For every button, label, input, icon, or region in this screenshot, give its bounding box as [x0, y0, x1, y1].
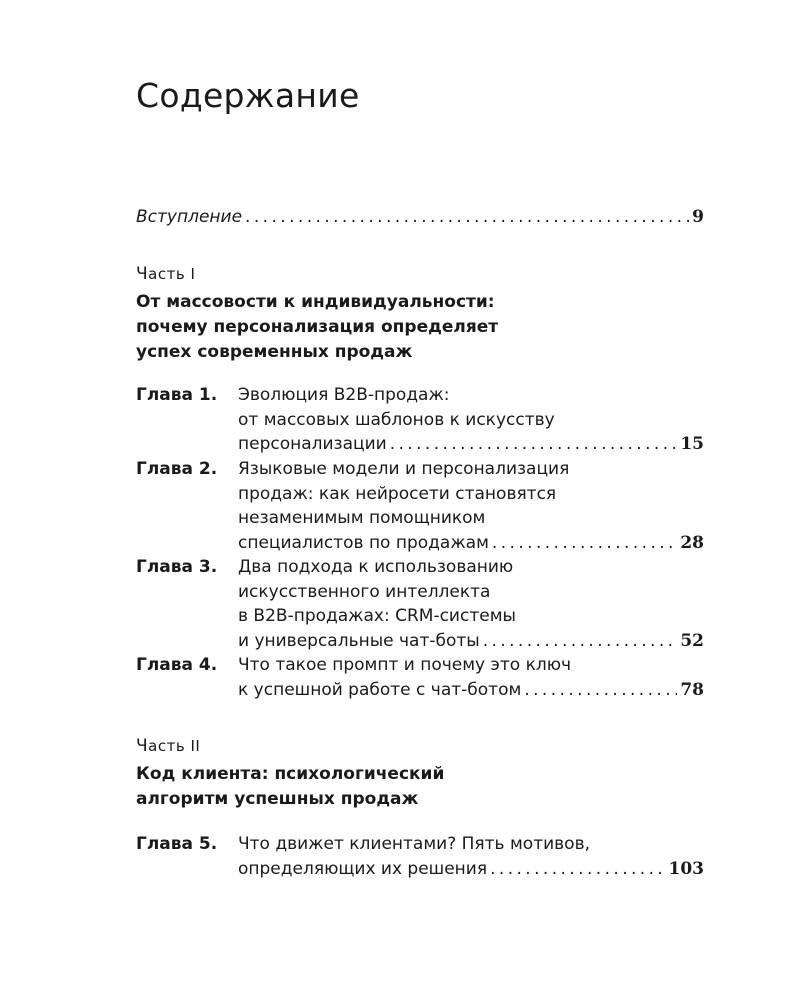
chapter-title-line: незаменимым помощником	[238, 508, 486, 528]
page-number: 28	[680, 532, 704, 553]
toc-page	[136, 0, 704, 1000]
chapter-title-line: в B2B-продажах: CRM-системы	[238, 606, 516, 626]
chapter-title-line: к успешной работе с чат-ботом	[238, 679, 522, 700]
chapter-label: Глава 5.	[136, 834, 218, 854]
dot-leader	[490, 857, 665, 882]
part-label-rest: асть I	[148, 265, 196, 283]
part-label-2	[136, 736, 200, 756]
part-title-line: От массовости к индивидуальности:	[136, 292, 495, 312]
page-number: 78	[680, 679, 704, 700]
chapter-title-line: Языковые модели и персонализация	[238, 459, 570, 479]
part-label-rest: асть II	[148, 737, 201, 755]
part-label-cap: Ч	[136, 736, 149, 756]
part-title-2	[136, 762, 704, 812]
dot-leader	[492, 531, 677, 556]
chapter-title-line: продаж: как нейросети становятся	[238, 483, 557, 504]
page-number: 15	[680, 434, 704, 454]
dot-leader	[524, 678, 677, 703]
chapter-title-line: искусственного интеллекта	[238, 581, 491, 602]
intro-label: Вступление	[136, 207, 243, 227]
chapter-label: Глава 3.	[136, 557, 218, 577]
part-label-cap: Ч	[136, 264, 149, 284]
chapter-label: Глава 1.	[136, 385, 218, 405]
chapter-title-line: определяющих их решения	[238, 858, 488, 879]
page-number: 103	[668, 858, 704, 879]
part-title-line: алгоритм успешных продаж	[136, 789, 419, 809]
part-title-line: Код клиента: психологический	[136, 764, 445, 784]
chapter-title-line: персонализации	[238, 434, 387, 454]
chapter-title-line: Эволюция B2B-продаж:	[238, 385, 450, 405]
dot-leader	[390, 432, 678, 457]
page-number: 52	[680, 630, 704, 651]
chapter-title-line: специалистов по продажам	[238, 532, 489, 553]
toc-entry-intro[interactable]	[136, 205, 704, 230]
chapter-title-line: и универсальные чат-боты	[238, 630, 480, 651]
chapter-title-line: Два подхода к использованию	[238, 557, 514, 577]
page-number: 9	[692, 207, 704, 227]
part-title-line: почему персонализация определяет	[136, 317, 499, 337]
chapter-label: Глава 2.	[136, 459, 218, 479]
part-title-line: успех современных продаж	[136, 342, 413, 362]
page-title: Содержание	[136, 76, 360, 115]
dot-leader	[245, 205, 689, 230]
part-title-1	[136, 290, 704, 365]
chapter-label: Глава 4.	[136, 655, 218, 675]
chapter-title-line: Что такое промпт и почему это ключ	[238, 655, 572, 675]
dot-leader	[483, 629, 678, 654]
chapter-title-line: Что движет клиентами? Пять мотивов,	[238, 834, 590, 854]
chapter-title-line: от массовых шаблонов к искусству	[238, 409, 555, 430]
part-label-1	[136, 264, 195, 284]
